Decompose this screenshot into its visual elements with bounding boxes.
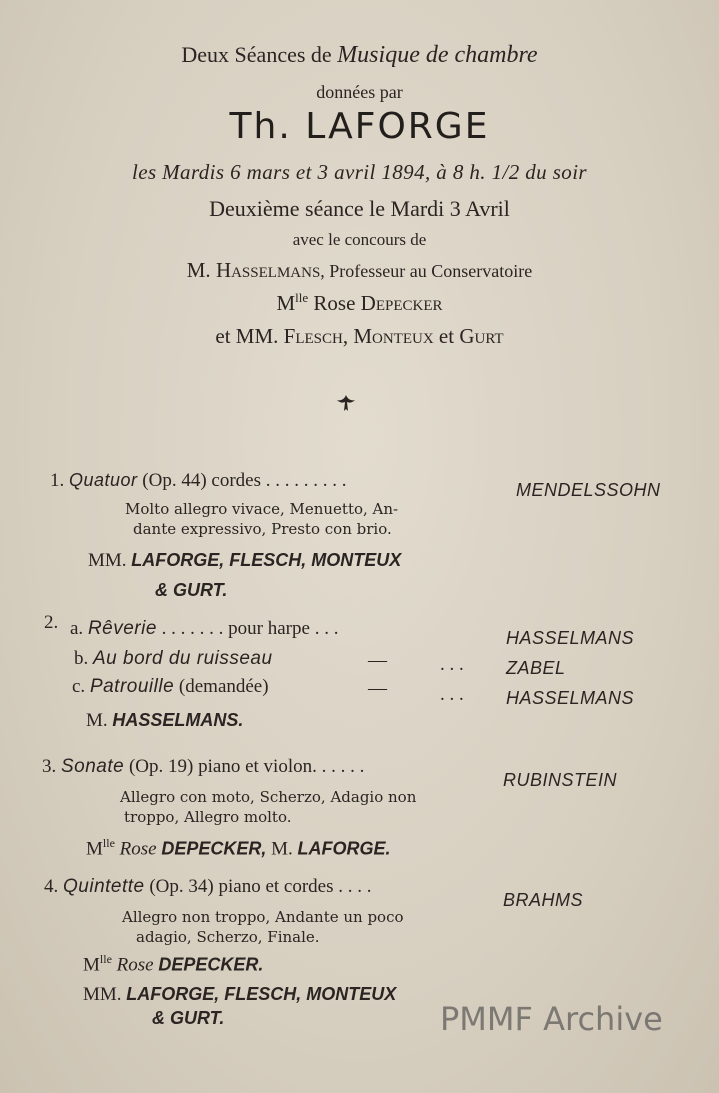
- item-2-performer: M. HASSELMANS.: [86, 710, 244, 731]
- item-4-line: 4. Quintette (Op. 34) piano et cordes . . . .: [44, 876, 372, 897]
- item-3-performers: $M^{lle}$ Rose DEPECKER, M. LAFORGE.: [86, 836, 391, 860]
- item-1-movements-1: Molto allegro vivace, Menuetto, An-: [125, 500, 399, 518]
- item-3-movements-1: Allegro con moto, Scherzo, Adagio non: [120, 788, 417, 806]
- item-4-movements-1: Allegro non troppo, Andante un poco: [122, 908, 404, 926]
- item-2-num: 2.: [44, 612, 59, 633]
- fleuron-icon: [335, 392, 357, 414]
- item-2a-line: a. Rêverie . . . . . . . pour harpe . . .: [70, 618, 339, 639]
- item-1-performers-2: & GURT.: [155, 580, 228, 600]
- header-line-1: Deux Séances de Musique de chambre: [181, 42, 538, 68]
- performer-title: Th. LAFORGE: [229, 106, 490, 147]
- item-4-performers-1: $M^{lle}$ Rose DEPECKER.: [83, 952, 264, 976]
- guest-line-1: M. Hasselmans, Professeur au Conservatoire: [186, 258, 533, 282]
- item-3-line: 3. Sonate (Op. 19) piano et violon. . . . . .: [42, 756, 365, 777]
- item-1-composer: MENDELSSOHN: [516, 480, 661, 500]
- item-2b-dots: . . .: [440, 654, 464, 675]
- item-3-movements-2: troppo, Allegro molto.: [124, 808, 292, 826]
- item-2b-composer: ZABEL: [506, 658, 566, 678]
- item-3-composer: RUBINSTEIN: [503, 770, 618, 790]
- item-4-movements-2: adagio, Scherzo, Finale.: [136, 928, 320, 946]
- item-4-performers-3: & GURT.: [152, 1008, 225, 1028]
- item-1-line: 1. Quatuor (Op. 44) cordes . . . . . . . . .: [50, 470, 347, 491]
- item-2b-line: b. Au bord du ruisseau: [74, 648, 273, 669]
- item-2c-dash: —: [368, 678, 387, 699]
- item-4-composer: BRAHMS: [503, 890, 584, 910]
- item-2c-line: c. Patrouille (demandée): [72, 676, 269, 697]
- item-1-performers-1: MM. LAFORGE, FLESCH, MONTEUX: [88, 550, 402, 571]
- item-2b-dash: —: [368, 650, 387, 671]
- concert-dates: les Mardis 6 mars et 3 avril 1894, à 8 h. 1/2 du soir: [131, 160, 587, 184]
- archive-watermark: PMMF Archive: [440, 1000, 663, 1038]
- item-2c-composer: HASSELMANS: [506, 688, 635, 708]
- session-line: Deuxième séance le Mardi 3 Avril: [209, 196, 510, 221]
- guest-line-3: et MM. Flesch, Monteux et Gurt: [215, 324, 504, 348]
- item-4-performers-2: MM. LAFORGE, FLESCH, MONTEUX: [83, 984, 397, 1005]
- header-line-2: données par: [316, 82, 403, 102]
- item-2c-dots: . . .: [440, 684, 464, 705]
- guest-line-2: $M^{lle}$ Rose Depecker: [276, 290, 443, 315]
- item-1-movements-2: dante expressivo, Presto con brio.: [133, 520, 392, 538]
- item-2a-composer: HASSELMANS: [506, 628, 635, 648]
- concours-line: avec le concours de: [292, 230, 427, 249]
